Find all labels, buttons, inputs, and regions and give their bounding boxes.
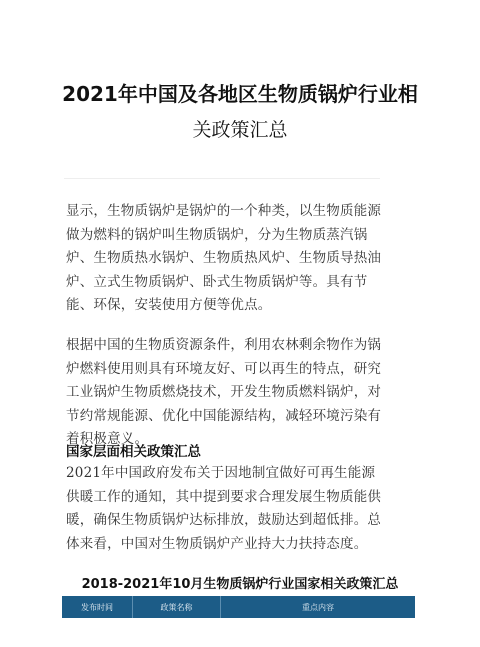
title-divider — [64, 178, 380, 179]
title-line-1: 2021年中国及各地区生物质锅炉行业相 — [62, 82, 418, 106]
header-release-date: 发布时间 — [62, 596, 133, 618]
header-key-content: 重点内容 — [302, 602, 334, 612]
policy-paragraph: 2021年中国政府发布关于因地制宜做好可再生能源供暖工作的通知，其中提到要求合理发展生物质能供暖，确保生物质锅炉达标排放，鼓励达到超低排。总体来看，中国对生物质锅炉产业持大力扶持态度。 — [66, 465, 382, 552]
intro-paragraph: 显示，生物质锅炉是锅炉的一个种类，以生物质能源做为燃料的锅炉叫生物质锅炉，分为生物质蒸汽锅炉、生物质热水锅炉、生物质热风炉、生物质导热油炉、立式生物质锅炉、卧式生物质锅炉等。具有节能、环保，安装使用方便等优点。 — [66, 203, 382, 313]
section-heading: 国家层面相关政策汇总 — [66, 444, 201, 460]
table-title: 2018-2021年10月生物质锅炉行业国家相关政策汇总 — [81, 577, 399, 592]
resource-paragraph: 根据中国的生物质资源条件，利用农林剩余物作为锅炉燃料使用则具有环境友好、可以再生的特点，研究工业锅炉生物质燃烧技术，开发生物质燃料锅炉，对节约常规能源、优化中国能源结构，减轻环境污染有着积极意义。 — [66, 337, 382, 447]
header-policy-name: 政策名称 — [133, 596, 221, 618]
document-title — [0, 76, 480, 148]
policy-table-header — [62, 596, 415, 618]
title-line-2: 关政策汇总 — [192, 119, 288, 141]
